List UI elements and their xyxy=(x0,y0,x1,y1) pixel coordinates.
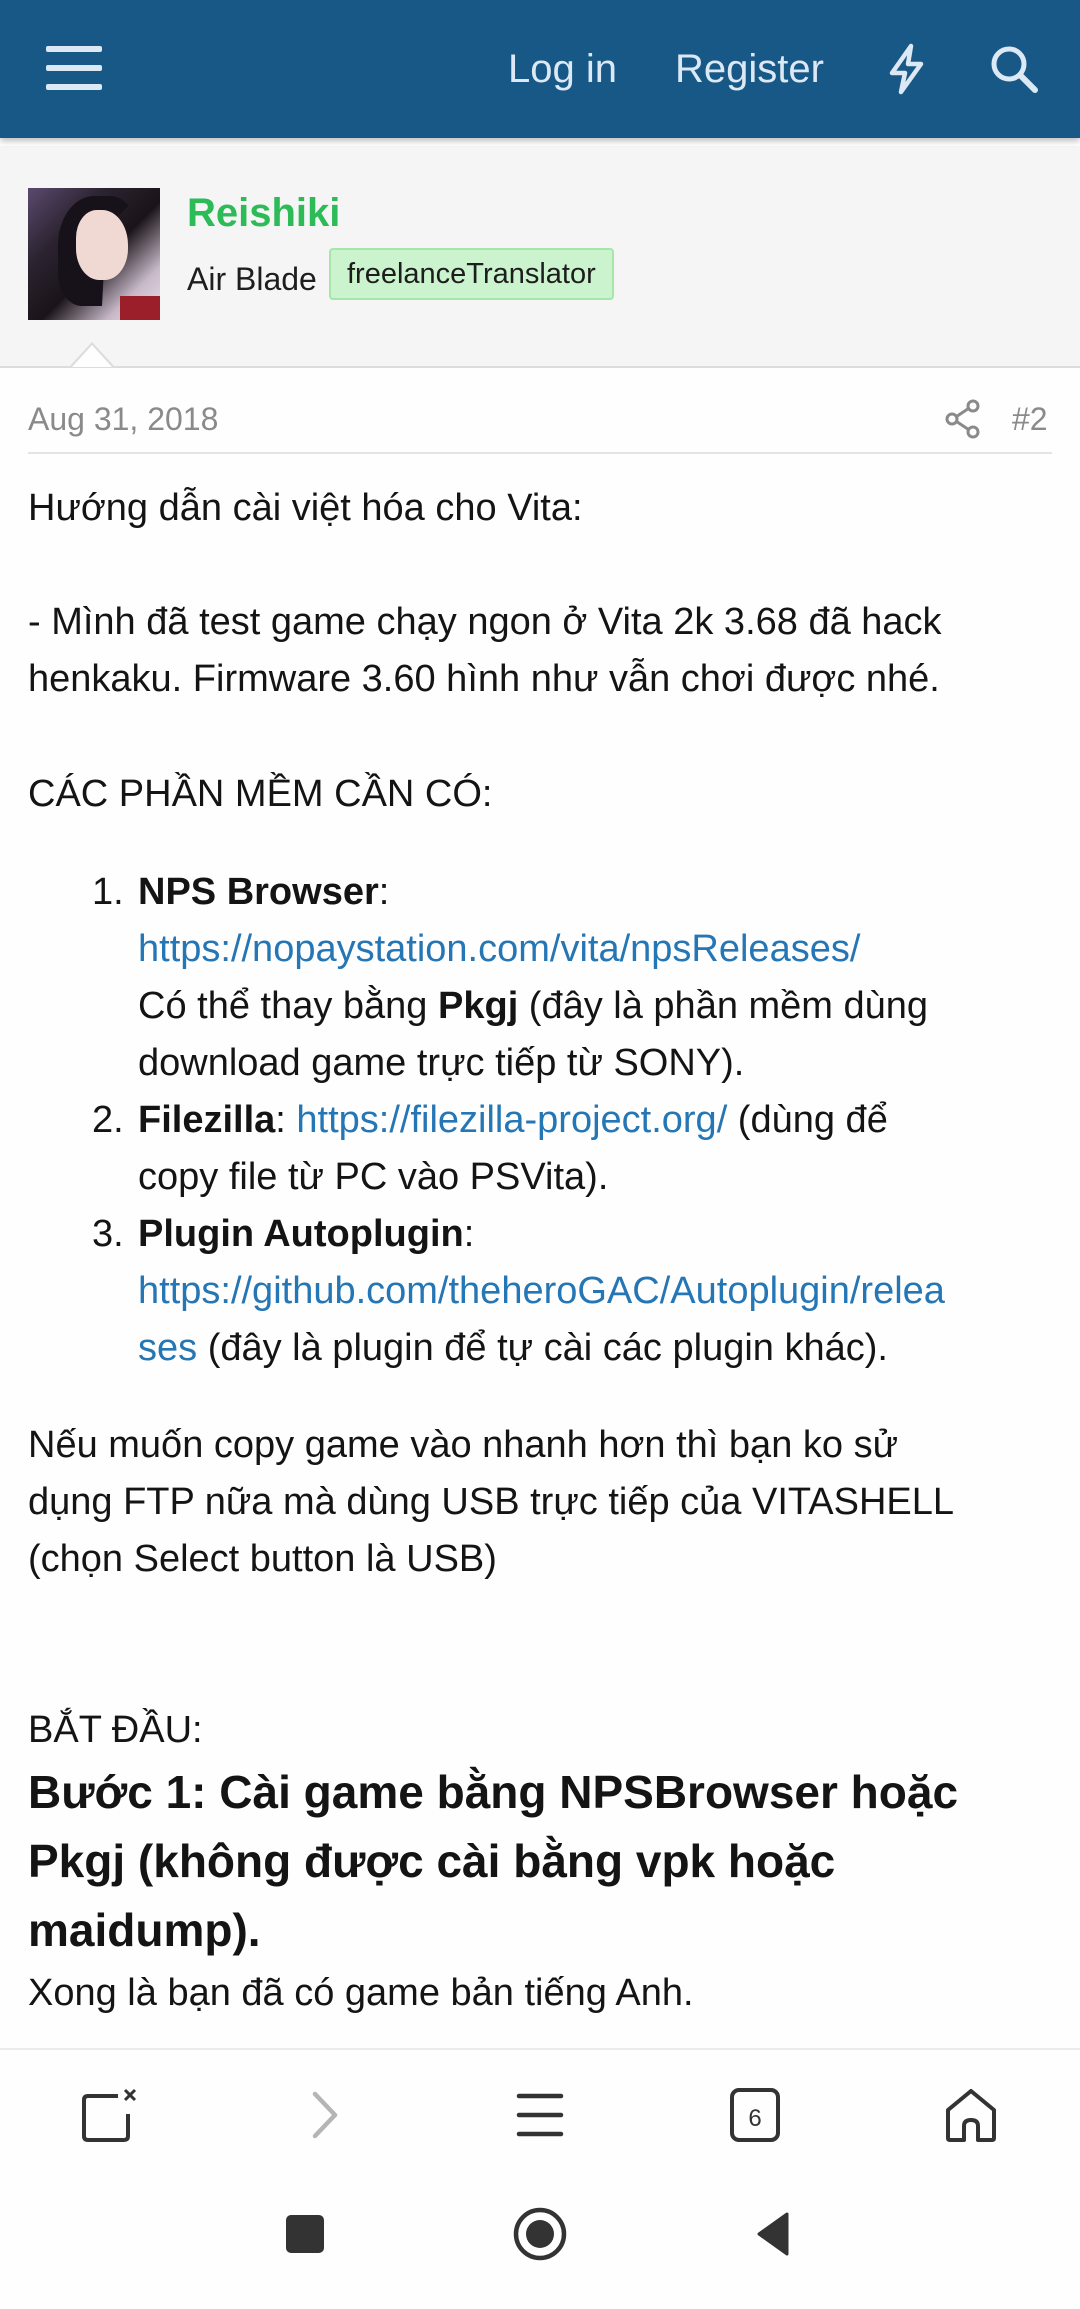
list-number: 2. xyxy=(92,1099,124,1141)
post-date[interactable]: Aug 31, 2018 xyxy=(28,401,219,437)
back-icon[interactable] xyxy=(742,2202,806,2266)
step1-heading: Pkgj (không được cài bằng vpk hoặc xyxy=(28,1835,836,1887)
tabs-icon[interactable] xyxy=(720,2080,790,2150)
npsbrowser-link[interactable]: https://nopaystation.com/vita/npsReleases/ xyxy=(138,928,861,970)
separator: : xyxy=(275,1099,297,1141)
login-link[interactable]: Log in xyxy=(508,47,617,91)
menu-icon[interactable] xyxy=(38,38,114,98)
pkgj-name: Pkgj xyxy=(438,985,519,1027)
close-tab-icon[interactable] xyxy=(72,2080,142,2150)
user-card-pointer xyxy=(70,342,114,366)
list-item-link-line xyxy=(138,1263,1058,1320)
autoplugin-link[interactable]: https://github.com/theheroGAC/Autoplugin/relea xyxy=(138,1270,945,1312)
desc-text: (đây là plugin để tự cài các plugin khác). xyxy=(197,1327,888,1369)
post-intro: Hướng dẫn cài việt hóa cho Vita: xyxy=(28,487,583,529)
list-item xyxy=(138,1206,1058,1263)
avatar[interactable] xyxy=(28,188,160,320)
user-card xyxy=(0,146,1080,368)
software-name: NPS Browser xyxy=(138,871,379,913)
autoplugin-link-cont[interactable]: ses xyxy=(138,1327,198,1369)
step1-heading: maidump). xyxy=(28,1904,261,1956)
browser-toolbar xyxy=(0,2048,1080,2180)
step1-note: Xong là bạn đã có game bản tiếng Anh. xyxy=(28,1972,694,2014)
tab-count: 6 xyxy=(748,2105,762,2132)
list-item-desc-line: copy file từ PC vào PSVita). xyxy=(138,1156,609,1198)
home-icon[interactable] xyxy=(936,2080,1006,2150)
list-item-desc-line: download game trực tiếp từ SONY). xyxy=(138,1042,745,1084)
desc-text: Có thể thay bằng xyxy=(138,985,438,1027)
software-name: Plugin Autoplugin xyxy=(138,1213,464,1255)
list-item-desc-line xyxy=(138,978,1058,1035)
home-circle-icon[interactable] xyxy=(508,2202,572,2266)
forward-icon[interactable] xyxy=(288,2080,358,2150)
register-link[interactable]: Register xyxy=(675,47,824,91)
post-note-line: - Mình đã test game chạy ngon ở Vita 2k 3.68 đã hack xyxy=(28,601,942,643)
divider xyxy=(28,452,1052,454)
usb-tip-line: Nếu muốn copy game vào nhanh hơn thì bạn ko sử xyxy=(28,1424,899,1466)
desc-text: (dùng để xyxy=(727,1099,888,1141)
post-note-line: henkaku. Firmware 3.60 hình như vẫn chơi được nhé. xyxy=(28,658,940,700)
search-icon[interactable] xyxy=(985,40,1043,98)
list-item xyxy=(138,864,1058,921)
separator: : xyxy=(463,1213,475,1255)
list-number: 3. xyxy=(92,1213,124,1255)
bolt-icon[interactable] xyxy=(878,40,936,98)
usb-tip-line: dụng FTP nữa mà dùng USB trực tiếp của VITASHELL xyxy=(28,1481,955,1523)
list-item-link-line xyxy=(138,1320,1058,1377)
list-item-link-line xyxy=(138,921,1058,978)
start-label: BẮT ĐẦU: xyxy=(28,1709,203,1751)
desc-text: (đây là phần mềm dùng xyxy=(518,985,929,1027)
list-number: 1. xyxy=(92,871,124,913)
software-name: Filezilla xyxy=(138,1099,276,1141)
android-navigation-bar xyxy=(0,2178,1080,2309)
filezilla-link[interactable]: https://filezilla-project.org/ xyxy=(296,1099,728,1141)
step1-heading: Bước 1: Cài game bằng NPSBrowser hoặc xyxy=(28,1766,959,1818)
user-banner: freelanceTranslator xyxy=(329,248,614,300)
software-heading: CÁC PHẦN MỀM CẦN CÓ: xyxy=(28,773,493,815)
top-navigation-bar xyxy=(0,0,1080,138)
recents-icon[interactable] xyxy=(273,2202,337,2266)
list-item xyxy=(138,1092,1058,1149)
share-icon[interactable] xyxy=(940,396,986,442)
usb-tip-line: (chọn Select button là USB) xyxy=(28,1538,497,1580)
separator: : xyxy=(378,871,390,913)
username-link[interactable]: Reishiki xyxy=(187,191,341,235)
post-number-link[interactable]: #2 xyxy=(1012,401,1048,437)
menu-lines-icon[interactable] xyxy=(505,2080,575,2150)
user-title: Air Blade xyxy=(187,261,317,297)
